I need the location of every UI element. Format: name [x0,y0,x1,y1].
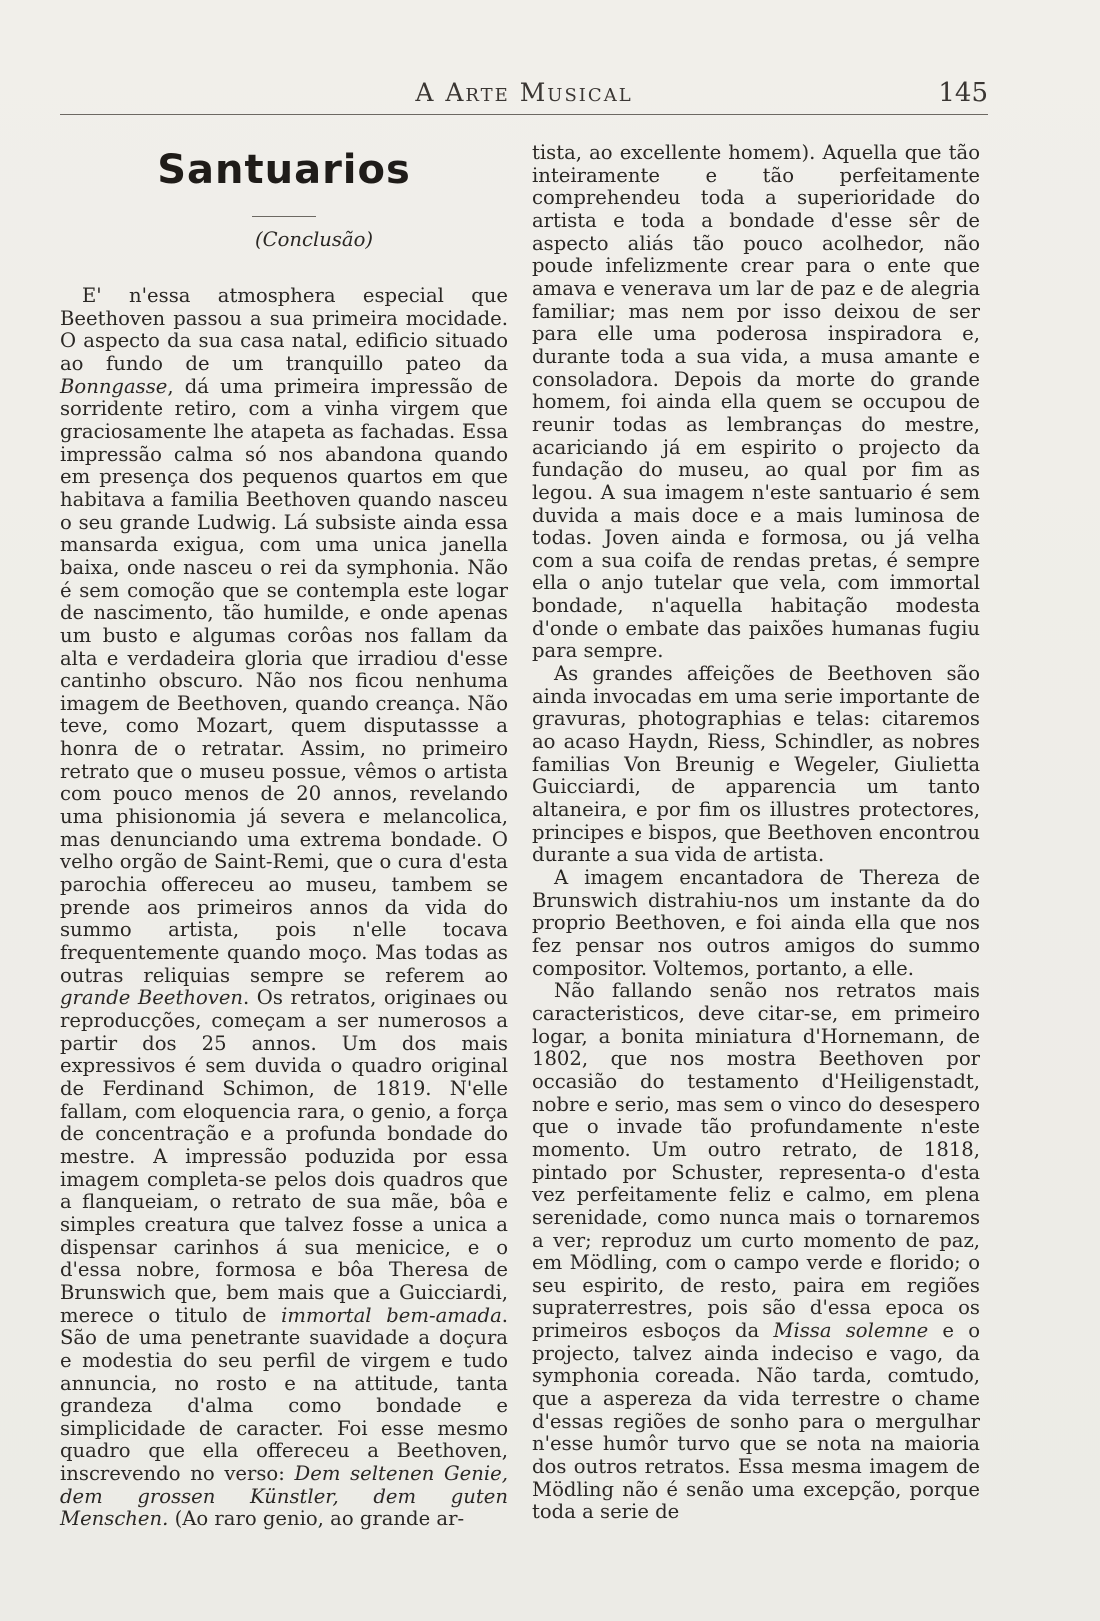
right-column [532,142,980,1524]
paragraph: A imagem encantadora de Thereza de Brunswich distrahiu-nos um instante da do proprio Beethoven, e foi ainda ella que nos fez pensar nos outros amigos do summo compositor. Voltemos, portanto, a elle. [532,866,980,980]
paragraph: As grandes affeições de Beethoven são ainda invocadas em uma serie importante de gravuras, photographias e telas: citaremos ao acaso Haydn, Riess, Schindler, as nobres familias Von Breunig e Wegeler, Giulietta Guicciardi, de apparencia um tanto altaneira, e por fim os illustres protectores, principes e bispos, que Beethoven encontrou durante a sua vida de artista. [532,662,980,867]
text-run: E' n'essa atmosphera especial que Beethoven passou a sua primeira mocidade. O aspecto da sua casa natal, edificio situado ao fundo de um tranquillo pateo da [60,284,508,375]
left-column [60,142,508,1531]
running-head [60,74,988,115]
italic-run: Missa solemne [773,1319,929,1343]
article-title: Santuarios [157,147,411,193]
article-subtitle: (Conclusão) [254,228,374,251]
page-number: 145 [938,78,988,108]
text-run: e o projecto, talvez ainda indeciso e vago, da symphonia coreada. Não tarda, comtudo, que a aspereza da vida terrestre o chame d'essas regiões de sonho para o mergulhar n'esse humôr turvo que se nota na maioria dos outros retratos. Essa mesma imagem de Mödling não é senão uma excepção, porque toda a serie de [532,1319,980,1524]
text-run: Não fallando senão nos retratos mais caracteristicos, deve citar-se, em primeiro logar, a bonita miniatura d'Hornemann, de 1802, que nos mostra Beethoven por occasião do testamento d'Heiligenstadt, nobre e serio, mas sem o vinco do desespero que o invade tão profundamente n'este momento. Um outro retrato, de 1818, pintado por Schuster, representa-o d'esta vez perfeitamente feliz e calmo, em plena serenidade, como nunca mais o tornaremos a ver; reproduz um curto momento de paz, em Mödling, com o campo verde e florido; o seu espirito, de resto, paira em regiões supraterrestres, pois são d'essa epoca os primeiros esboços da [532,979,980,1343]
text-run: , dá uma primeira impressão de sorridente retiro, com a vinha virgem que graciosamente lhe atapeta as fachadas. Essa impressão calma só nos abandona quando em presença dos pequenos quartos em que habitava a familia Beethoven quando nasceu o seu grande Ludwig. Lá subsiste ainda essa mansarda exigua, com uma unica janella baixa, onde nasceu o rei da symphonia. Não é sem comoção que se contempla este logar de nascimento, tão humilde, e onde apenas um busto e algumas corôas nos fallam da alta e verdadeira gloria que irradiou d'esse cantinho obscuro. Não nos ficou nenhuma imagem de Beethoven, quando creança. Não teve, como Mozart, quem disputassse a honra de o retratar. Assim, no primeiro retrato que o museu possue, vêmos o artista com pouco menos de 20 annos, revelando uma phisionomia já severa e melancolica, mas denunciando uma extrema bondade. O velho orgão de Saint-Remi, que o cura d'esta parochia offereceu ao museu, tambem se prende aos primeiros annos da vida do summo artista, pois n'elle tocava frequentemente quando moço. Mas todas as outras reliquias sempre se referem ao [60,374,508,987]
italic-run: Bonngasse [60,374,168,398]
italic-run: Dem seltenen Genie, dem grossen Künstler, dem guten Menschen. [60,1462,508,1531]
text-run: . São de uma penetrante suavidade a doçura e modestia do seu perfil de virgem e tudo annuncia, no rosto e na attitude, tanta grandeza d'alma como bondade e simplicidade de caracter. Foi esse mesmo quadro que ella offereceu a Beethoven, inscrevendo no verso: [60,1303,508,1486]
text-run: . Os retratos, originaes ou reproducções, começam a ser numerosos a partir dos 25 annos. Um dos mais expressivos é sem duvida o quadro original de Ferdinand Schimon, de 1819. N'elle fallam, com eloquencia rara, o genio, a força de concentração e a profunda bondade do mestre. A impressão poduzida por essa imagem completa-se pelos dois quadros que a flanqueiam, o retrato de sua mãe, bôa e simples creatura que talvez fosse a unica a dispensar carinhos á sua menicice, e o d'essa nobre, formosa e bôa Theresa de Brunswich que, bem mais que a Guicciardi, merece o titulo de [60,986,508,1327]
text-run: (Ao raro genio, ao grande ar- [168,1507,465,1531]
running-title: A Arte Musical [415,78,633,107]
italic-run: grande Beethoven [60,986,244,1010]
paragraph [60,285,508,1531]
paragraph [532,980,980,1524]
italic-run: immortal bem-amada [281,1303,502,1327]
paragraph: tista, ao excellente homem). Aquella que tão inteiramente e tão perfeitamente comprehendeu toda a superioridade do artista e toda a bondade d'esse sêr de aspecto aliás tão pouco acolhedor, não poude infelizmente crear para o ente que amava e venerava um lar de paz e de alegria familiar; mas nem por isso deixou de ser para elle uma poderosa inspiradora e, durante toda a sua vida, a musa amante e consoladora. Depois da morte do grande homem, foi ainda ella quem se occupou de reunir todas as lembranças do mestre, acariciando já em espirito o projecto da fundação do museu, ao qual por fim as legou. A sua imagem n'este santuario é sem duvida a mais doce e a mais luminosa de todas. Joven ainda e formosa, ou já velha com a sua coifa de rendas pretas, é sempre ella o anjo tutelar que vela, com immortal bondade, n'aquella habitação modesta d'onde o embate das paixões humanas fugiu para sempre. [532,141,980,663]
title-divider [252,216,316,217]
